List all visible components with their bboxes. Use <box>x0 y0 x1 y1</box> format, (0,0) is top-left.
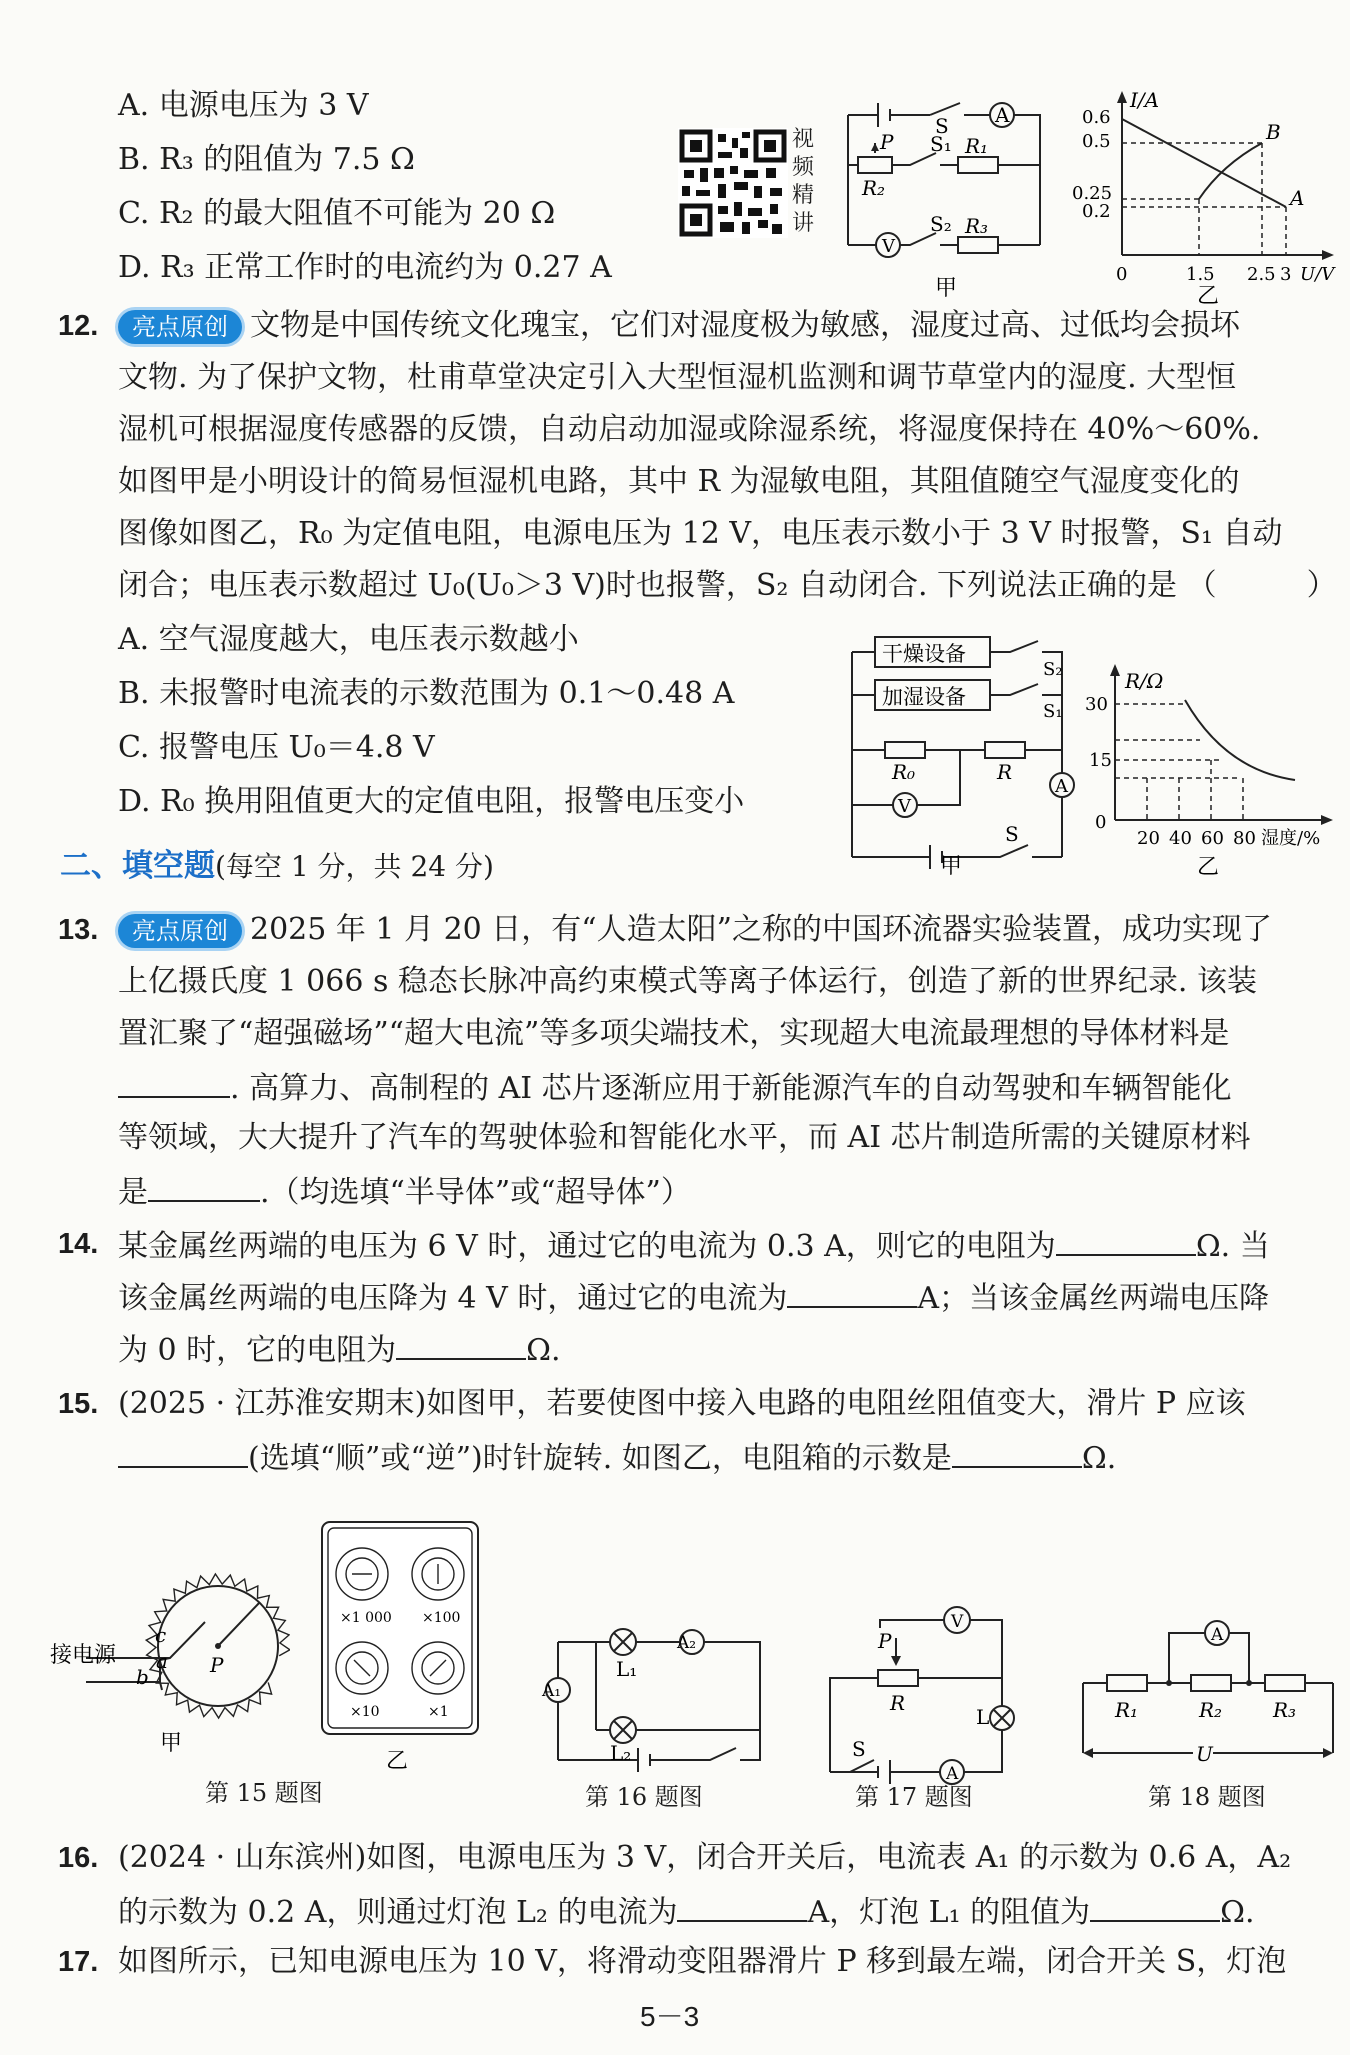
q14-text-line-2a: 该金属丝两端的电压降为 4 V 时，通过它的电流为 <box>118 1281 788 1316</box>
q12-text-line-5: 图像如图乙，R₀ 为定值电阻，电源电压为 12 V，电压表示数小于 3 V 时报警，S₁ 自动 <box>118 516 1283 551</box>
q15-figure-caption: 第 15 题图 <box>205 1779 323 1807</box>
q15-text-line-2a: (选填“顺”或“逆”)时针旋转. 如图乙，电阻箱的示数是 <box>248 1441 952 1476</box>
q15-dial-x1: ×1 <box>428 1704 449 1720</box>
q12-text-line-6: 闭合；电压表示数超过 U₀(U₀＞3 V)时也报警，S₂ 自动闭合. 下列说法正确的是 （ <box>118 568 1217 603</box>
q12-switch-s2: S₂ <box>1043 659 1063 680</box>
q11-graph-xtick-2: 1.5 <box>1186 264 1215 285</box>
q12-graph-xtick-2: 40 <box>1169 828 1192 849</box>
q18-circuit-diagram <box>1075 1605 1345 1780</box>
q17-number: 17. <box>58 1946 99 1978</box>
q13-text-line-1: 2025 年 1 月 20 日，有“人造太阳”之称的中国环流器实验装置，成功实现了 <box>250 912 1272 947</box>
q12-number: 12. <box>58 310 99 342</box>
q12-voltmeter-v: V <box>898 796 911 817</box>
q17-voltmeter-v: V <box>951 1612 964 1632</box>
q11-r3: R₃ <box>965 214 989 238</box>
q11-r2: R₂ <box>862 176 886 200</box>
q12-graph-xtick-1: 20 <box>1137 828 1160 849</box>
q12-circuit-caption: 甲 <box>940 854 963 875</box>
q16-ammeter-a2: A₂ <box>677 1633 697 1653</box>
q14-number: 14. <box>58 1228 99 1260</box>
q11-graph-ytick-2: 0.5 <box>1082 131 1111 152</box>
q15-power-source-label: 接电源 <box>50 1643 117 1668</box>
q15-slider-p: P <box>210 1653 224 1677</box>
q18-ammeter-a: A <box>1211 1625 1224 1645</box>
q11-iu-graph <box>1072 85 1347 310</box>
q16-circuit-diagram <box>530 1610 770 1785</box>
q16-text-line-1: (2024 · 山东滨州)如图，电源电压为 3 V，闭合开关后，电流表 A₁ 的示数为 0.6 A，A₂ <box>118 1840 1292 1875</box>
q11-option-c: C. R₂ 的最大阻值不可能为 20 Ω <box>118 196 556 231</box>
video-label-2: 频 <box>792 155 815 180</box>
q18-figure-caption: 第 18 题图 <box>1148 1783 1266 1811</box>
q12-graph-xtick-3: 60 <box>1201 828 1224 849</box>
q12-option-c: C. 报警电压 U₀＝4.8 V <box>118 730 435 765</box>
q11-graph-xtick-1: 0 <box>1116 264 1128 285</box>
q12-graph-ytick-3: 0 <box>1095 812 1107 833</box>
q14-blank-1[interactable] <box>1056 1224 1196 1256</box>
q17-text-line-1: 如图所示，已知电源电压为 10 V，将滑动变阻器滑片 P 移到最左端，闭合开关 S，灯泡 <box>118 1944 1287 1979</box>
q16-figure-caption: 第 16 题图 <box>585 1783 703 1811</box>
q11-graph-ytick-4: 0.2 <box>1082 201 1111 222</box>
q14-text-line-3b: Ω. <box>526 1333 561 1368</box>
q15-fig-b-caption: 乙 <box>386 1749 409 1774</box>
q12-option-b: B. 未报警时电流表的示数范围为 0.1～0.48 A <box>118 676 735 711</box>
q11-option-b: B. R₃ 的阻值为 7.5 Ω <box>118 142 415 177</box>
q17-switch-s: S <box>852 1737 866 1761</box>
q17-lamp-l: L <box>976 1705 990 1729</box>
q16-text-line-2a: 的示数为 0.2 A，则通过灯泡 L₂ 的电流为 <box>118 1895 678 1930</box>
q15-fig-a-caption: 甲 <box>160 1731 183 1756</box>
q13-badge: 亮点原创 <box>118 914 242 948</box>
q11-voltmeter-v: V <box>882 236 895 257</box>
q18-r1: R₁ <box>1115 1698 1139 1722</box>
video-label-1: 视 <box>792 127 815 152</box>
q14-text-line-1a: 某金属丝两端的电压为 6 V 时，通过它的电流为 0.3 A，则它的电阻为 <box>118 1229 1056 1264</box>
q15-text-line-2b: Ω. <box>1081 1441 1117 1476</box>
q12-r0: R₀ <box>892 760 916 784</box>
q11-option-d: D. R₃ 正常工作时的电流约为 0.27 A <box>118 250 612 285</box>
q13-text-line-2: 上亿摄氏度 1 066 s 稳态长脉冲高约束模式等离子体运行，创造了新的世界纪录. 该装 <box>118 964 1257 999</box>
q12-option-d: D. R₀ 换用阻值更大的定值电阻，报警电压变小 <box>118 784 745 819</box>
q14-text-line-2b: A；当该金属丝两端电压降 <box>917 1281 1270 1316</box>
q16-blank-1[interactable] <box>677 1890 807 1922</box>
q11-slider-p: P <box>880 130 894 154</box>
q12-graph-caption: 乙 <box>1197 855 1220 880</box>
q12-text-line-1: 文物是中国传统文化瑰宝，它们对湿度极为敏感，湿度过高、过低均会损坏 <box>250 308 1240 343</box>
q16-text-line-2c: Ω. <box>1220 1895 1255 1930</box>
q12-text-line-2: 文物. 为了保护文物，杜甫草堂决定引入大型恒湿机监测和调节草堂内的湿度. 大型恒 <box>118 360 1237 395</box>
section-note: (每空 1 分，共 24 分) <box>215 850 494 883</box>
video-label-3: 精 <box>792 183 815 208</box>
q15-dial-x10: ×10 <box>350 1704 380 1720</box>
q14-text-line-1b: Ω. 当 <box>1195 1229 1270 1264</box>
q12-r-humidity-graph <box>1085 660 1347 880</box>
q11-graph-ytick-1: 0.6 <box>1082 107 1111 128</box>
q12-text-line-3: 湿机可根据湿度传感器的反馈，自动启动加湿或除湿系统，将湿度保持在 40%～60%. <box>118 412 1261 447</box>
q12-graph-ytick-1: 30 <box>1085 694 1108 715</box>
q11-option-a: A. 电源电压为 3 V <box>118 88 369 123</box>
q15-text-line-1: (2025 · 江苏淮安期末)如图甲，若要使图中接入电路的电阻丝阻值变大，滑片 P 应该 <box>118 1386 1246 1421</box>
video-label-4: 讲 <box>792 211 815 236</box>
q13-text-line-6b: .（均选填“半导体”或“超导体”） <box>260 1175 691 1210</box>
q12-text-line-4: 如图甲是小明设计的简易恒湿机电路，其中 R 为湿敏电阻，其阻值随空气湿度变化的 <box>118 464 1240 499</box>
q11-circuit-caption: 甲 <box>935 276 958 301</box>
q12-switch-s: S <box>1005 822 1019 846</box>
q11-graph-caption: 乙 <box>1197 284 1220 309</box>
q18-r2: R₂ <box>1199 1698 1223 1722</box>
q16-number: 16. <box>58 1842 99 1874</box>
q15-blank-1[interactable] <box>118 1436 248 1468</box>
q13-blank-1[interactable] <box>118 1066 230 1098</box>
q15-number: 15. <box>58 1388 99 1420</box>
q15-terminal-a: a <box>156 1649 168 1673</box>
q17-rheostat-r: R <box>890 1691 906 1715</box>
q12-graph-xlabel: 湿度/% <box>1261 828 1321 849</box>
section-title: 二、填空题 <box>60 848 215 884</box>
qr-code-icon[interactable] <box>678 128 788 238</box>
q16-lamp-l1: L₁ <box>616 1657 638 1681</box>
q11-graph-point-a: A <box>1290 186 1305 210</box>
q17-circuit-diagram <box>810 1600 1040 1785</box>
q11-switch-s: S <box>935 114 949 138</box>
q16-ammeter-a1: A₁ <box>542 1681 562 1701</box>
q11-switch-s2: S₂ <box>930 212 952 236</box>
q11-graph-xtick-4: 3 <box>1280 264 1292 285</box>
q13-text-line-6a: 是 <box>118 1175 148 1210</box>
q15-resistance-box <box>318 1518 488 1778</box>
q15-dial-x100: ×100 <box>422 1610 461 1626</box>
q12-dry-device: 干燥设备 <box>882 642 966 666</box>
q11-graph-xlabel: U/V <box>1300 264 1335 285</box>
q17-ammeter-a: A <box>946 1764 959 1784</box>
q12-ammeter-a: A <box>1055 776 1068 797</box>
q12-switch-s1: S₁ <box>1043 701 1063 722</box>
q12-option-a: A. 空气湿度越大，电压表示数越小 <box>118 622 579 657</box>
q13-number: 13. <box>58 914 99 946</box>
q12-r: R <box>997 760 1013 784</box>
q14-blank-2[interactable] <box>787 1276 917 1308</box>
q12-badge: 亮点原创 <box>118 310 242 344</box>
q11-switch-s1: S₁ <box>930 132 952 156</box>
q16-blank-2[interactable] <box>1090 1890 1220 1922</box>
q15-rheostat-figure <box>50 1550 290 1760</box>
q11-graph-ytick-3: 0.25 <box>1072 183 1113 204</box>
q11-r1: R₁ <box>965 134 989 158</box>
q13-text-line-5: 等领域，大大提升了汽车的驾驶体验和智能化水平，而 AI 芯片制造所需的关键原材料 <box>118 1120 1251 1155</box>
q11-graph-point-b: B <box>1266 120 1281 144</box>
q11-ammeter-a: A <box>995 103 1010 127</box>
q15-blank-2[interactable] <box>952 1436 1082 1468</box>
q12-humidify-device: 加湿设备 <box>882 685 966 709</box>
q14-blank-3[interactable] <box>396 1328 526 1360</box>
q18-r3: R₃ <box>1273 1698 1297 1722</box>
q15-terminal-c: c <box>155 1623 167 1647</box>
q11-graph-ylabel: I/A <box>1130 88 1160 112</box>
page-number: 5－3 <box>640 2001 700 2032</box>
q13-blank-2[interactable] <box>148 1170 260 1202</box>
q12-graph-ytick-2: 15 <box>1089 750 1112 771</box>
q11-circuit-diagram <box>840 95 1055 310</box>
q15-terminal-b: b <box>136 1665 149 1689</box>
q15-dial-x1000: ×1 000 <box>340 1610 392 1626</box>
q17-slider-p: P <box>878 1629 892 1653</box>
q17-figure-caption: 第 17 题图 <box>855 1783 973 1811</box>
q16-text-line-2b: A，灯泡 L₁ 的阻值为 <box>807 1895 1091 1930</box>
q13-text-line-3: 置汇聚了“超强磁场”“超大电流”等多项尖端技术，实现超大电流最理想的导体材料是 <box>118 1016 1230 1051</box>
q12-circuit-diagram <box>840 625 1085 875</box>
q14-text-line-3a: 为 0 时，它的电阻为 <box>118 1333 397 1368</box>
q11-graph-xtick-3: 2.5 <box>1247 264 1276 285</box>
q18-voltage-u: U <box>1196 1742 1213 1766</box>
q13-text-line-4: . 高算力、高制程的 AI 芯片逐渐应用于新能源汽车的自动驾驶和车辆智能化 <box>230 1071 1232 1106</box>
q12-answer-paren: ） <box>1306 568 1337 603</box>
q12-graph-xtick-4: 80 <box>1233 828 1256 849</box>
q16-lamp-l2: L₂ <box>610 1741 632 1765</box>
q12-graph-ylabel: R/Ω <box>1125 669 1164 693</box>
